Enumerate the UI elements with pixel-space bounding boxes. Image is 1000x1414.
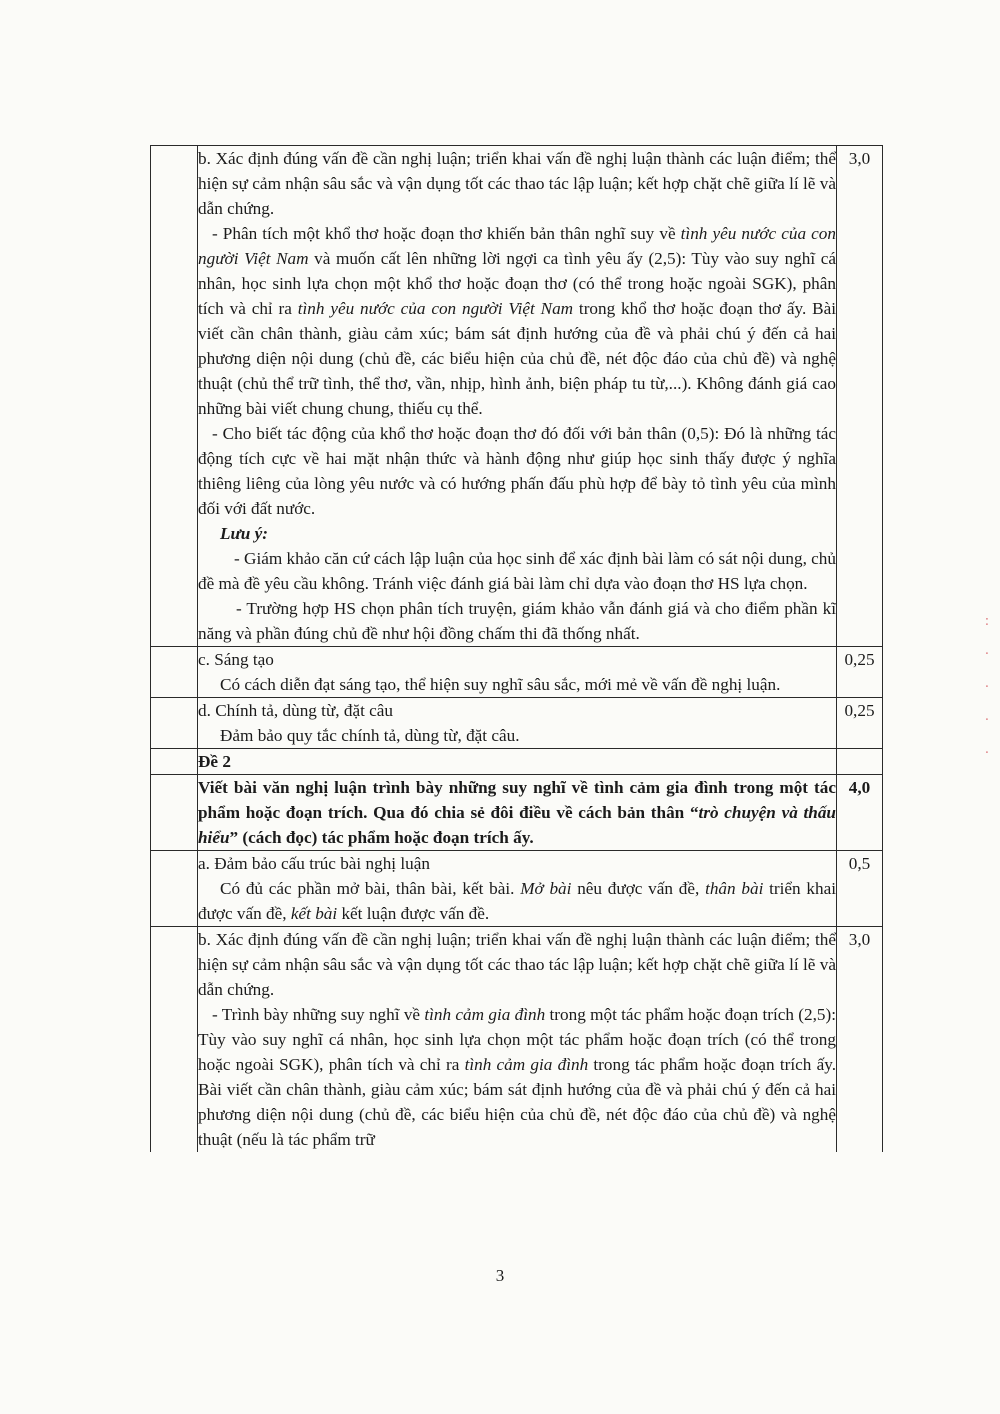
text-run: trong tác phẩm hoặc đoạn trích ấy. Bài viết cần chân thành, giàu cảm xúc; bám sát định hướng của đề và phải chú ý đến cả hai phương diện nội dung (chủ đề, các biểu hiện của chủ đề, nét độc đáo của chủ đề) và nghệ thuật (nếu là tác phẩm trữ (198, 1055, 836, 1149)
empty-cell (151, 749, 198, 775)
score-cell: 3,0 (837, 927, 883, 1153)
criterion-cell (198, 146, 837, 647)
criterion-cell (198, 927, 837, 1153)
text-run: trong một tác phẩm hoặc đoạn trích (2,5): Tùy vào suy nghĩ cá nhân, học sinh lựa chọn một tác phẩm hoặc đoạn trích (có thể trong hoặc ngoài SGK), phân tích và chỉ ra (198, 1005, 837, 1074)
text-run: triển khai được vấn đề, (198, 879, 836, 923)
score-cell: 0,25 (837, 647, 883, 698)
note-item: - Trường hợp HS chọn phân tích truyện, giám khảo vẫn đánh giá và cho điểm phần kĩ năng và phần đúng chủ đề như hội đồng chấm thi đã thống nhất. (198, 599, 836, 643)
grading-table (150, 145, 883, 1152)
italic-text: Mở bài (520, 879, 572, 898)
score-cell: 0,25 (837, 698, 883, 749)
score-cell (837, 749, 883, 775)
criterion-title: d. Chính tả, dùng từ, đặt câu (198, 701, 394, 720)
text-run: Có đủ các phần mở bài, thân bài, kết bài. (220, 879, 521, 898)
page-number: 3 (495, 1266, 505, 1285)
criterion-cell (198, 698, 837, 749)
table-row (151, 851, 883, 927)
note-item: - Giám khảo căn cứ cách lập luận của học sinh để xác định bài làm có sát nội dung, chủ đề mà đề yêu cầu không. Tránh việc đánh giá bài làm chỉ dựa vào đoạn thơ HS lựa chọn. (198, 549, 836, 593)
score-cell: 0,5 (837, 851, 883, 927)
guideline-paragraph (198, 221, 836, 421)
criterion-text: Có cách diễn đạt sáng tạo, thể hiện suy nghĩ sâu sắc, mới mẻ về vấn đề nghị luận. (220, 675, 781, 694)
italic-text: trò chuyện và thấu hiểu (198, 803, 836, 847)
criterion-text: b. Xác định đúng vấn đề cần nghị luận; triển khai vấn đề nghị luận thành các luận điểm; thể hiện sự cảm nhận sâu sắc và vận dụng tốt các thao tác lập luận; kết hợp chặt chẽ giữa lí lẽ và dẫn chứng. (198, 930, 836, 999)
empty-cell (151, 851, 198, 927)
criterion-cell (198, 851, 837, 927)
essay-prompt (198, 775, 837, 851)
table-row (151, 647, 883, 698)
criterion-text (198, 876, 836, 926)
section-heading: Đề 2 (198, 749, 837, 775)
criterion-title: c. Sáng tạo (198, 650, 274, 669)
italic-text: thân bài (705, 879, 764, 898)
empty-cell (151, 927, 198, 1153)
text-run: Viết bài văn nghị luận trình bày những suy nghĩ về tình cảm gia đình trong một tác phẩm hoặc đoạn trích. Qua đó chia sẻ đôi điều về cách bản thân “ (198, 778, 836, 822)
table-row (151, 927, 883, 1153)
criterion-title: a. Đảm bảo cấu trúc bài nghị luận (198, 854, 430, 873)
score-cell: 4,0 (837, 775, 883, 851)
italic-text: kết bài (290, 904, 338, 923)
text-run: - Trình bày những suy nghĩ về (212, 1005, 425, 1024)
text-run: và muốn cất lên những lời ngợi ca tình yêu ấy (2,5): Tùy vào suy nghĩ cá nhân, học sinh lựa chọn một khổ thơ hoặc đoạn thơ (có thể trong hoặc ngoài SGK), phân tích và chỉ ra (198, 249, 836, 318)
italic-text: tình cảm gia đình (424, 1005, 546, 1024)
note-heading: Lưu ý: (220, 524, 269, 543)
empty-cell (151, 146, 198, 647)
guideline-paragraph (198, 1002, 836, 1152)
text-run: - Phân tích một khổ thơ hoặc đoạn thơ khiến bản thân nghĩ suy về (212, 224, 681, 243)
table-row (151, 749, 883, 775)
empty-cell (151, 647, 198, 698)
table-row (151, 775, 883, 851)
empty-cell (151, 775, 198, 851)
empty-cell (151, 698, 198, 749)
criterion-cell (198, 647, 837, 698)
text-run: kết luận được vấn đề. (337, 904, 490, 923)
stamp-fragment: : · · · · (984, 614, 990, 761)
italic-text: tình cảm gia đình (464, 1055, 589, 1074)
italic-text: tình yêu nước của con người Việt Nam (297, 299, 574, 318)
criterion-text: b. Xác định đúng vấn đề cần nghị luận; triển khai vấn đề nghị luận thành các luận điểm; thể hiện sự cảm nhận sâu sắc và vận dụng tốt các thao tác lập luận; kết hợp chặt chẽ giữa lí lẽ và dẫn chứng. (198, 149, 836, 218)
score-cell: 3,0 (837, 146, 883, 647)
text-run: trong khổ thơ hoặc đoạn thơ ấy. Bài viết cần chân thành, giàu cảm xúc; bám sát định hướng của đề và phải chú ý đến cả hai phương diện nội dung (chủ đề, các biểu hiện của chủ đề, nét độc đáo của chủ đề) và nghệ thuật (chủ thể trữ tình, thể thơ, vần, nhịp, hình ảnh, biện pháp tu từ,...). Không đánh giá cao những bài viết chung chung, thiếu cụ thể. (198, 299, 836, 418)
guideline-paragraph: - Cho biết tác động của khổ thơ hoặc đoạn thơ đó đối với bản thân (0,5): Đó là những tác động tích cực về hai mặt nhận thức và hành động như giúp học sinh thấy được ý nghĩa thiêng liêng của lòng yêu nước và có hướng phấn đấu phù hợp để bày tỏ tình yêu của mình đối với đất nước. (198, 424, 836, 518)
italic-text: tình yêu nước của con người Việt Nam (198, 224, 836, 268)
table-row (151, 146, 883, 647)
criterion-text: Đảm bảo quy tắc chính tả, dùng từ, đặt câu. (220, 726, 520, 745)
text-run: ” (cách đọc) tác phẩm hoặc đoạn trích ấy. (229, 828, 534, 847)
table-row (151, 698, 883, 749)
text-run: nêu được vấn đề, (571, 879, 706, 898)
